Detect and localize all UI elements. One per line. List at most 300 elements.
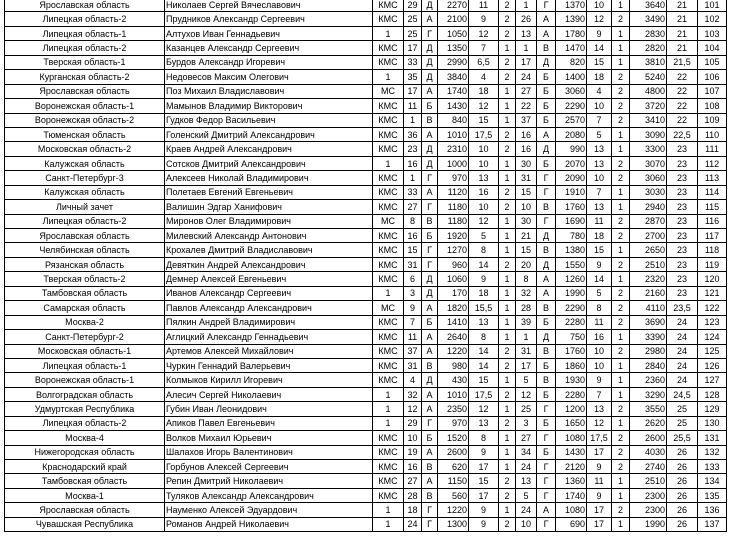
- cell-start-number-1: 31: [404, 257, 422, 271]
- cell-start-number-1: 35: [404, 70, 422, 84]
- cell-rank: КМС: [373, 12, 404, 26]
- table-row: [5, 243, 727, 257]
- cell-athlete-name: Павлов Александр Александрович: [165, 301, 373, 315]
- cell-points-2: 2090: [556, 171, 587, 185]
- cell-points-2: 1930: [556, 373, 587, 387]
- cell-place-2: 17: [587, 445, 612, 459]
- cell-group-1: Д: [422, 142, 438, 156]
- cell-total-place: 24,5: [667, 387, 698, 401]
- cell-points-1: 1220: [438, 344, 469, 358]
- cell-heat-2: 1: [612, 0, 630, 12]
- cell-points-2: 1380: [556, 243, 587, 257]
- cell-athlete-name: Иванов Александр Сергеевич: [165, 286, 373, 300]
- cell-points-2: 1690: [556, 214, 587, 228]
- cell-start-number-1: 10: [404, 431, 422, 445]
- cell-total-place: 23: [667, 171, 698, 185]
- cell-start-number-1: 16: [404, 460, 422, 474]
- cell-group-1: Б: [422, 229, 438, 243]
- cell-heat-2: 2: [612, 70, 630, 84]
- cell-place-2: 12: [587, 12, 612, 26]
- cell-heat-1: 1: [499, 286, 516, 300]
- cell-total-place: 26: [667, 460, 698, 474]
- cell-rank: КМС: [373, 99, 404, 113]
- cell-points-1: 1820: [438, 301, 469, 315]
- cell-group-2: Д: [537, 257, 556, 271]
- cell-points-2: 1370: [556, 0, 587, 12]
- cell-place-2: 12: [587, 416, 612, 430]
- cell-group-2: В: [537, 373, 556, 387]
- cell-team: Ярославская область: [5, 84, 165, 98]
- cell-points-2: 1740: [556, 488, 587, 502]
- cell-points-2: 2570: [556, 113, 587, 127]
- cell-total-points: 3690: [630, 315, 667, 329]
- cell-total-place: 21: [667, 0, 698, 12]
- cell-start-number-2: 16: [516, 127, 537, 141]
- cell-group-2: Г: [537, 517, 556, 531]
- cell-start-number-1: 32: [404, 387, 422, 401]
- cell-athlete-name: Туляков Александр Александрович: [165, 488, 373, 502]
- cell-points-2: 1550: [556, 257, 587, 271]
- cell-start-number-2: 26: [516, 12, 537, 26]
- cell-start-number-2: 24: [516, 460, 537, 474]
- cell-final-place: 135: [698, 488, 727, 502]
- cell-group-1: В: [422, 358, 438, 372]
- cell-heat-1: 1: [499, 113, 516, 127]
- cell-final-place: 103: [698, 26, 727, 40]
- cell-points-2: 2120: [556, 460, 587, 474]
- cell-place-1: 10: [469, 142, 499, 156]
- cell-heat-1: 1: [499, 99, 516, 113]
- table-row: [5, 286, 727, 300]
- cell-total-points: 2300: [630, 488, 667, 502]
- cell-rank: КМС: [373, 431, 404, 445]
- cell-total-place: 23: [667, 257, 698, 271]
- cell-group-2: Г: [537, 402, 556, 416]
- cell-final-place: 115: [698, 200, 727, 214]
- cell-rank: КМС: [373, 171, 404, 185]
- table-row: [5, 488, 727, 502]
- cell-place-2: 14: [587, 41, 612, 55]
- cell-total-points: 5240: [630, 70, 667, 84]
- cell-athlete-name: Романов Андрей Николаевич: [165, 517, 373, 531]
- cell-rank: КМС: [373, 445, 404, 459]
- cell-athlete-name: Репин Дмитрий Николаевич: [165, 474, 373, 488]
- cell-place-2: 13: [587, 402, 612, 416]
- cell-heat-1: 2: [499, 257, 516, 271]
- cell-total-points: 1990: [630, 517, 667, 531]
- cell-total-points: 2600: [630, 431, 667, 445]
- cell-group-2: А: [537, 12, 556, 26]
- table-row: [5, 431, 727, 445]
- cell-group-1: Д: [422, 272, 438, 286]
- cell-heat-1: 1: [499, 41, 516, 55]
- cell-total-points: 2820: [630, 41, 667, 55]
- cell-place-1: 16: [469, 185, 499, 199]
- cell-group-2: Д: [537, 142, 556, 156]
- cell-team: Москва-4: [5, 431, 165, 445]
- cell-points-1: 1220: [438, 503, 469, 517]
- cell-team: Краснодарский край: [5, 460, 165, 474]
- cell-heat-2: 2: [612, 431, 630, 445]
- cell-points-1: 2350: [438, 402, 469, 416]
- cell-place-1: 18: [469, 286, 499, 300]
- cell-heat-2: 2: [612, 156, 630, 170]
- cell-total-place: 22: [667, 113, 698, 127]
- cell-total-points: 4800: [630, 84, 667, 98]
- table-row: [5, 387, 727, 401]
- cell-rank: 1: [373, 517, 404, 531]
- cell-team: Калужская область: [5, 156, 165, 170]
- cell-points-1: 1410: [438, 315, 469, 329]
- cell-place-2: 13: [587, 142, 612, 156]
- cell-place-2: 13: [587, 200, 612, 214]
- cell-group-2: Б: [537, 156, 556, 170]
- cell-rank: КМС: [373, 344, 404, 358]
- cell-team: Липецкая область-1: [5, 26, 165, 40]
- cell-points-1: 1010: [438, 127, 469, 141]
- cell-rank: КМС: [373, 0, 404, 12]
- cell-total-place: 23: [667, 200, 698, 214]
- cell-group-1: А: [422, 84, 438, 98]
- cell-group-2: Г: [537, 0, 556, 12]
- cell-total-points: 2650: [630, 243, 667, 257]
- cell-points-1: 620: [438, 460, 469, 474]
- cell-rank: 1: [373, 402, 404, 416]
- cell-points-2: 1760: [556, 200, 587, 214]
- cell-final-place: 113: [698, 171, 727, 185]
- cell-team: Нижегородская область: [5, 445, 165, 459]
- cell-team: Рязанская область: [5, 257, 165, 271]
- cell-place-2: 17: [587, 517, 612, 531]
- cell-heat-2: 1: [612, 373, 630, 387]
- cell-rank: КМС: [373, 55, 404, 69]
- cell-group-1: А: [422, 445, 438, 459]
- cell-heat-2: 1: [612, 474, 630, 488]
- cell-points-2: 2080: [556, 127, 587, 141]
- cell-heat-1: 2: [499, 70, 516, 84]
- cell-place-2: 7: [587, 113, 612, 127]
- cell-group-2: Б: [537, 416, 556, 430]
- cell-points-1: 840: [438, 113, 469, 127]
- cell-place-1: 13: [469, 416, 499, 430]
- cell-start-number-2: 34: [516, 445, 537, 459]
- cell-team: Воронежская область-1: [5, 99, 165, 113]
- cell-place-1: 15: [469, 113, 499, 127]
- cell-team: Воронежская область-1: [5, 373, 165, 387]
- cell-points-1: 1120: [438, 185, 469, 199]
- cell-heat-1: 2: [499, 416, 516, 430]
- cell-heat-1: 2: [499, 0, 516, 12]
- cell-team: Липецкая область-2: [5, 12, 165, 26]
- cell-heat-2: 1: [612, 358, 630, 372]
- cell-place-1: 10: [469, 156, 499, 170]
- cell-place-1: 8: [469, 431, 499, 445]
- table-row: [5, 517, 727, 531]
- cell-start-number-2: 1: [516, 330, 537, 344]
- cell-start-number-1: 1: [404, 113, 422, 127]
- cell-points-2: 780: [556, 229, 587, 243]
- cell-points-2: 3060: [556, 84, 587, 98]
- cell-points-1: 1350: [438, 41, 469, 55]
- cell-total-place: 21: [667, 12, 698, 26]
- cell-final-place: 120: [698, 272, 727, 286]
- cell-heat-1: 1: [499, 373, 516, 387]
- cell-final-place: 101: [698, 0, 727, 12]
- table-row: [5, 373, 727, 387]
- cell-athlete-name: Голенский Дмитрий Александрович: [165, 127, 373, 141]
- cell-points-2: 1430: [556, 445, 587, 459]
- cell-group-1: В: [422, 460, 438, 474]
- cell-place-2: 9: [587, 488, 612, 502]
- cell-rank: 1: [373, 286, 404, 300]
- cell-start-number-1: 29: [404, 0, 422, 12]
- cell-total-points: 3640: [630, 0, 667, 12]
- cell-place-2: 10: [587, 99, 612, 113]
- cell-points-2: 2280: [556, 315, 587, 329]
- cell-start-number-1: 12: [404, 402, 422, 416]
- cell-heat-2: 2: [612, 214, 630, 228]
- cell-final-place: 127: [698, 373, 727, 387]
- cell-total-points: 2980: [630, 344, 667, 358]
- cell-final-place: 125: [698, 344, 727, 358]
- cell-heat-2: 2: [612, 171, 630, 185]
- cell-points-1: 1180: [438, 200, 469, 214]
- table-row: [5, 200, 727, 214]
- cell-heat-2: 1: [612, 185, 630, 199]
- table-row: [5, 402, 727, 416]
- cell-group-1: А: [422, 474, 438, 488]
- cell-heat-2: 1: [612, 243, 630, 257]
- table-row: [5, 214, 727, 228]
- table-row: [5, 26, 727, 40]
- cell-total-points: 3390: [630, 330, 667, 344]
- cell-total-points: 2360: [630, 373, 667, 387]
- cell-heat-2: 1: [612, 517, 630, 531]
- cell-start-number-2: 37: [516, 113, 537, 127]
- cell-group-1: Г: [422, 517, 438, 531]
- cell-total-place: 22: [667, 99, 698, 113]
- cell-start-number-2: 1: [516, 0, 537, 12]
- cell-athlete-name: Николаев Сергей Вячеславович: [165, 0, 373, 12]
- cell-heat-2: 2: [612, 402, 630, 416]
- cell-start-number-1: 4: [404, 373, 422, 387]
- cell-group-1: Д: [422, 70, 438, 84]
- cell-final-place: 123: [698, 315, 727, 329]
- cell-start-number-2: 28: [516, 301, 537, 315]
- cell-team: Ярославская область: [5, 503, 165, 517]
- cell-start-number-1: 27: [404, 474, 422, 488]
- cell-total-points: 4030: [630, 445, 667, 459]
- cell-athlete-name: Валишин Эдгар Ханифович: [165, 200, 373, 214]
- cell-place-1: 6,5: [469, 55, 499, 69]
- cell-heat-1: 1: [499, 272, 516, 286]
- cell-points-1: 2310: [438, 142, 469, 156]
- cell-group-1: Б: [422, 315, 438, 329]
- cell-heat-2: 1: [612, 488, 630, 502]
- cell-start-number-2: 15: [516, 185, 537, 199]
- cell-points-1: 970: [438, 416, 469, 430]
- cell-heat-1: 2: [499, 127, 516, 141]
- cell-heat-2: 1: [612, 330, 630, 344]
- cell-start-number-1: 17: [404, 41, 422, 55]
- cell-start-number-2: 25: [516, 402, 537, 416]
- cell-final-place: 136: [698, 503, 727, 517]
- cell-athlete-name: Мамынов Владимир Викторович: [165, 99, 373, 113]
- cell-heat-2: 2: [612, 84, 630, 98]
- cell-total-place: 24: [667, 315, 698, 329]
- cell-start-number-1: 28: [404, 488, 422, 502]
- cell-start-number-1: 7: [404, 315, 422, 329]
- cell-start-number-2: 13: [516, 26, 537, 40]
- cell-final-place: 132: [698, 445, 727, 459]
- cell-group-1: А: [422, 402, 438, 416]
- cell-heat-1: 1: [499, 460, 516, 474]
- cell-points-1: 1050: [438, 26, 469, 40]
- table-row: [5, 474, 727, 488]
- cell-total-place: 25: [667, 416, 698, 430]
- cell-heat-1: 1: [499, 84, 516, 98]
- cell-group-1: В: [422, 214, 438, 228]
- cell-athlete-name: Гудков Федор Васильевич: [165, 113, 373, 127]
- cell-start-number-2: 31: [516, 344, 537, 358]
- cell-team: Тверская область-1: [5, 55, 165, 69]
- cell-place-1: 18: [469, 84, 499, 98]
- cell-total-points: 3490: [630, 12, 667, 26]
- cell-athlete-name: Бурдов Александр Игоревич: [165, 55, 373, 69]
- cell-final-place: 126: [698, 358, 727, 372]
- cell-points-1: 430: [438, 373, 469, 387]
- cell-athlete-name: Сотсков Дмитрий Александрович: [165, 156, 373, 170]
- cell-points-1: 1150: [438, 474, 469, 488]
- cell-athlete-name: Волков Михаил Юрьевич: [165, 431, 373, 445]
- table-row: [5, 113, 727, 127]
- cell-group-1: А: [422, 12, 438, 26]
- cell-final-place: 133: [698, 460, 727, 474]
- cell-start-number-1: 11: [404, 330, 422, 344]
- cell-place-1: 15,5: [469, 301, 499, 315]
- cell-points-2: 1470: [556, 41, 587, 55]
- cell-place-2: 9: [587, 26, 612, 40]
- cell-total-points: 3090: [630, 127, 667, 141]
- cell-total-points: 2160: [630, 286, 667, 300]
- cell-total-place: 26: [667, 474, 698, 488]
- cell-total-place: 24: [667, 373, 698, 387]
- cell-final-place: 112: [698, 156, 727, 170]
- cell-total-points: 3070: [630, 156, 667, 170]
- cell-points-1: 980: [438, 358, 469, 372]
- cell-total-points: 3300: [630, 142, 667, 156]
- cell-total-place: 26: [667, 445, 698, 459]
- cell-start-number-1: 24: [404, 517, 422, 531]
- cell-rank: МС: [373, 214, 404, 228]
- cell-points-2: 1360: [556, 474, 587, 488]
- results-table-body: [5, 0, 727, 532]
- cell-group-2: В: [537, 200, 556, 214]
- cell-total-place: 22: [667, 84, 698, 98]
- cell-rank: КМС: [373, 200, 404, 214]
- table-row: [5, 257, 727, 271]
- table-row: [5, 315, 727, 329]
- cell-points-2: 1860: [556, 358, 587, 372]
- cell-group-1: Д: [422, 55, 438, 69]
- cell-place-1: 7: [469, 41, 499, 55]
- cell-start-number-1: 15: [404, 243, 422, 257]
- cell-place-2: 5: [587, 127, 612, 141]
- cell-start-number-1: 11: [404, 99, 422, 113]
- cell-team: Воронежская область-2: [5, 113, 165, 127]
- cell-place-2: 17: [587, 503, 612, 517]
- cell-place-2: 7: [587, 387, 612, 401]
- cell-rank: 1: [373, 26, 404, 40]
- cell-heat-2: 1: [612, 127, 630, 141]
- cell-place-1: 5: [469, 229, 499, 243]
- cell-start-number-1: 9: [404, 301, 422, 315]
- cell-rank: КМС: [373, 243, 404, 257]
- cell-points-1: 560: [438, 488, 469, 502]
- cell-place-1: 17,5: [469, 387, 499, 401]
- cell-group-1: А: [422, 330, 438, 344]
- cell-athlete-name: Казанцев Александр Сергеевич: [165, 41, 373, 55]
- cell-heat-2: 1: [612, 55, 630, 69]
- cell-final-place: 108: [698, 99, 727, 113]
- cell-group-2: Б: [537, 445, 556, 459]
- cell-place-2: 9: [587, 373, 612, 387]
- cell-points-2: 690: [556, 517, 587, 531]
- cell-place-2: 4: [587, 84, 612, 98]
- cell-total-place: 22,5: [667, 127, 698, 141]
- cell-group-1: Г: [422, 416, 438, 430]
- cell-rank: КМС: [373, 229, 404, 243]
- cell-heat-2: 2: [612, 286, 630, 300]
- cell-final-place: 119: [698, 257, 727, 271]
- cell-heat-2: 2: [612, 445, 630, 459]
- cell-place-1: 12: [469, 26, 499, 40]
- cell-start-number-2: 27: [516, 431, 537, 445]
- cell-place-1: 9: [469, 517, 499, 531]
- results-table: [4, 0, 727, 532]
- cell-group-1: А: [422, 185, 438, 199]
- cell-place-2: 18: [587, 229, 612, 243]
- cell-start-number-2: 32: [516, 286, 537, 300]
- cell-points-1: 2640: [438, 330, 469, 344]
- cell-points-2: 1200: [556, 402, 587, 416]
- cell-athlete-name: Артемов Алексей Михайлович: [165, 344, 373, 358]
- cell-place-2: 15: [587, 243, 612, 257]
- cell-group-2: Г: [537, 171, 556, 185]
- cell-rank: КМС: [373, 127, 404, 141]
- cell-place-2: 8: [587, 301, 612, 315]
- cell-team: Личный зачет: [5, 200, 165, 214]
- cell-heat-2: 2: [612, 257, 630, 271]
- cell-place-1: 15: [469, 373, 499, 387]
- cell-start-number-1: 23: [404, 142, 422, 156]
- cell-group-2: Г: [537, 431, 556, 445]
- cell-heat-1: 1: [499, 431, 516, 445]
- cell-heat-1: 2: [499, 358, 516, 372]
- cell-start-number-1: 27: [404, 200, 422, 214]
- cell-total-place: 26: [667, 517, 698, 531]
- cell-total-place: 23: [667, 229, 698, 243]
- cell-start-number-2: 5: [516, 373, 537, 387]
- cell-athlete-name: Девяткин Андрей Александрович: [165, 257, 373, 271]
- cell-group-1: Г: [422, 503, 438, 517]
- cell-group-1: Г: [422, 243, 438, 257]
- cell-group-2: Б: [537, 315, 556, 329]
- cell-final-place: 137: [698, 517, 727, 531]
- table-row: [5, 330, 727, 344]
- cell-start-number-1: 17: [404, 84, 422, 98]
- cell-place-2: 11: [587, 214, 612, 228]
